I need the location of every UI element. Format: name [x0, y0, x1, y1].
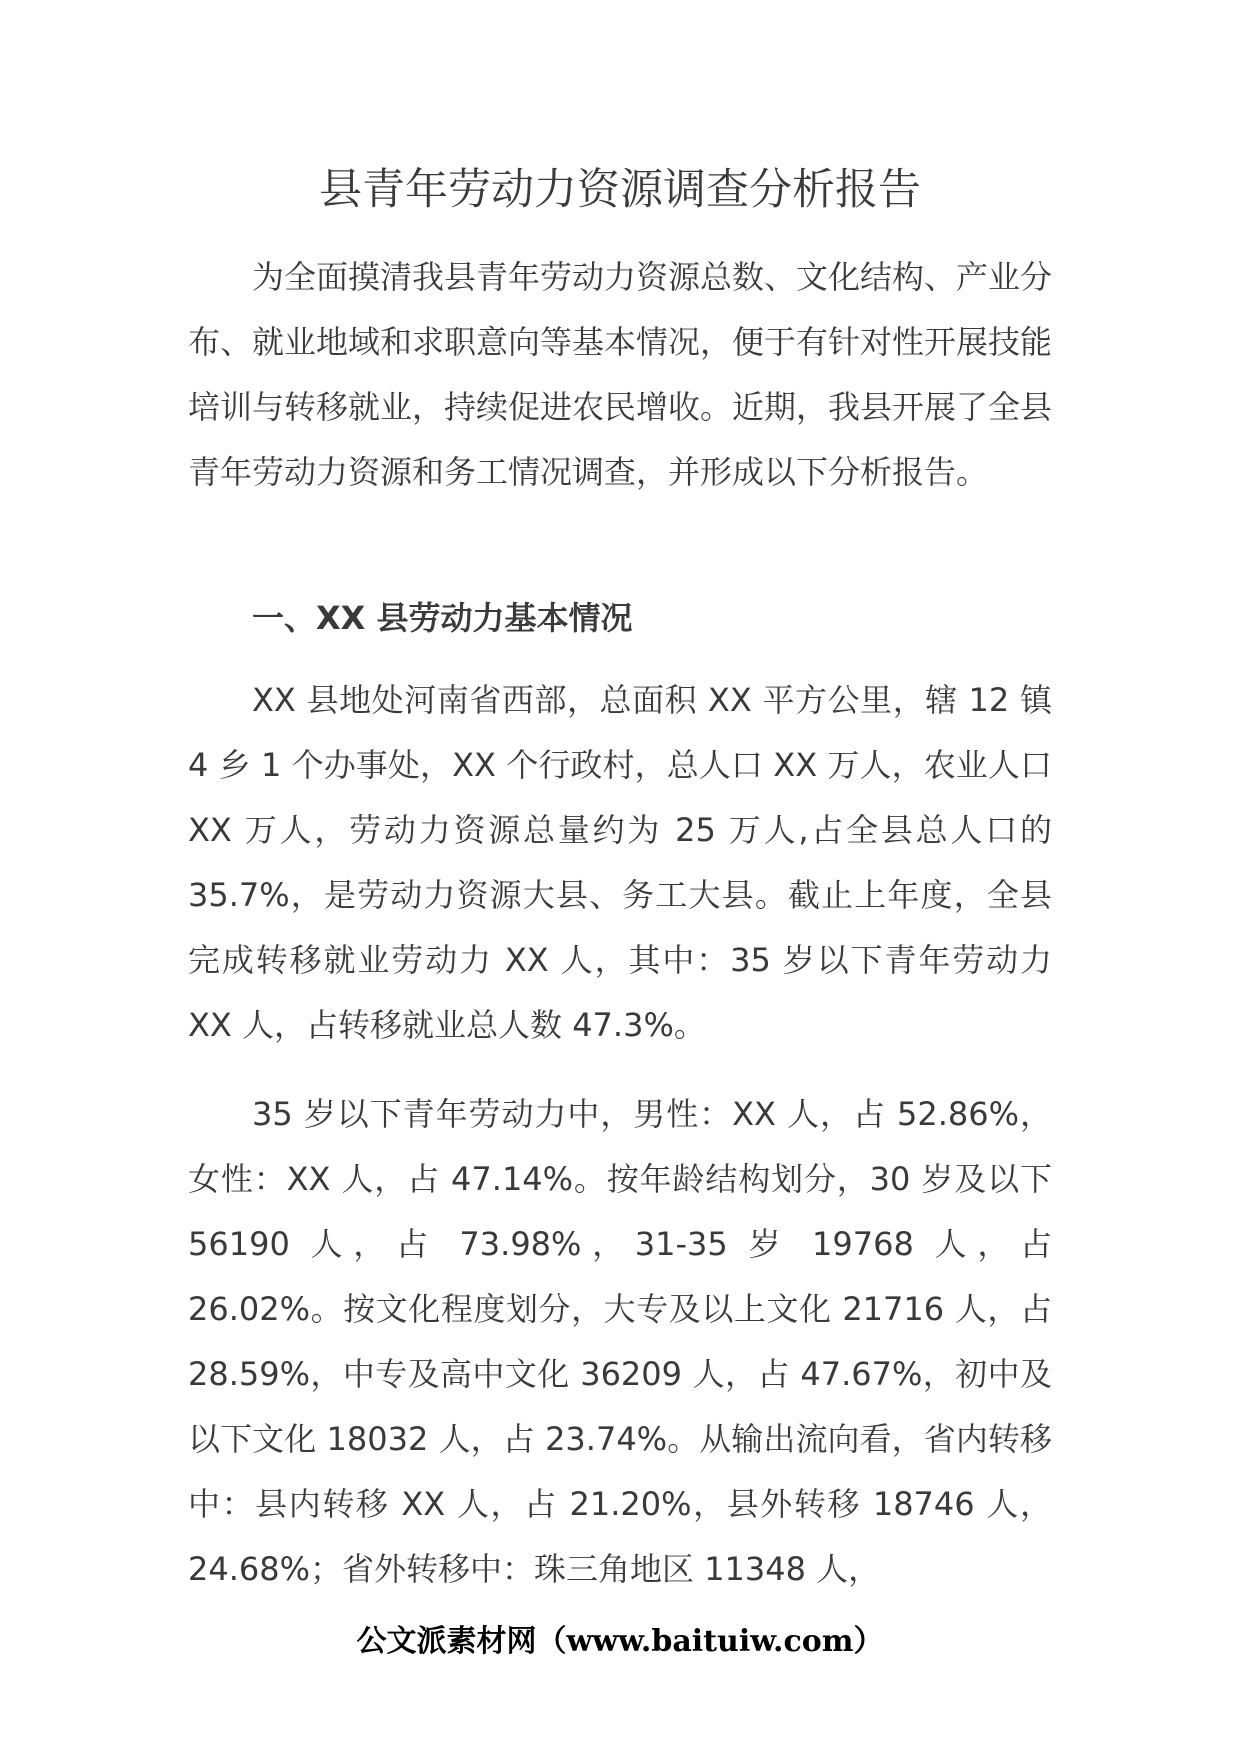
intro-paragraph: 为全面摸清我县青年劳动力资源总数、文化结构、产业分布、就业地域和求职意向等基本情况，便于有针对性开展技能培训与转移就业，持续促进农民增收。近期，我县开展了全县青年劳动力资源和务工情况调查，并形成以下分析报告。 [188, 258, 1053, 491]
section-paragraph-2: 35 岁以下青年劳动力中，男性：XX 人，占 52.86%，女性：XX 人，占 47.14%。按年龄结构划分，30 岁及以下 56190 人，占 73.98%，31-35 岁 19768 人，占 26.02%。按文化程度划分，大专及以上文化 21716 人，占 28.59%，中专及高中文化 36209 人，占 47.67%，初中及以下文化 18032 人，占 23.74%。从输出流向看，省内转移中：县内转移 XX 人，占 21.20%，县外转移 18746 人，24.68%；省外转移中：珠三角地区 11348 人， [188, 1095, 1052, 1588]
section-heading: 一、XX 县劳动力基本情况 [252, 599, 633, 637]
section-paragraph-1: XX 县地处河南省西部，总面积 XX 平方公里，辖 12 镇 4 乡 1 个办事处，XX 个行政村，总人口 XX 万人，农业人口 XX 万人，劳动力资源总量约为 25 万人,占全县总人口的 35.7%，是劳动力资源大县、务工大县。截止上年度，全县完成转移就业劳动力 XX 人，其中：35 岁以下青年劳动力 XX 人，占转移就业总人数 47.3%。 [188, 681, 1052, 1044]
footer-watermark: 公文派素材网（www.baituiw.com） [356, 1624, 884, 1659]
document-title: 县青年劳动力资源调查分析报告 [319, 165, 921, 215]
